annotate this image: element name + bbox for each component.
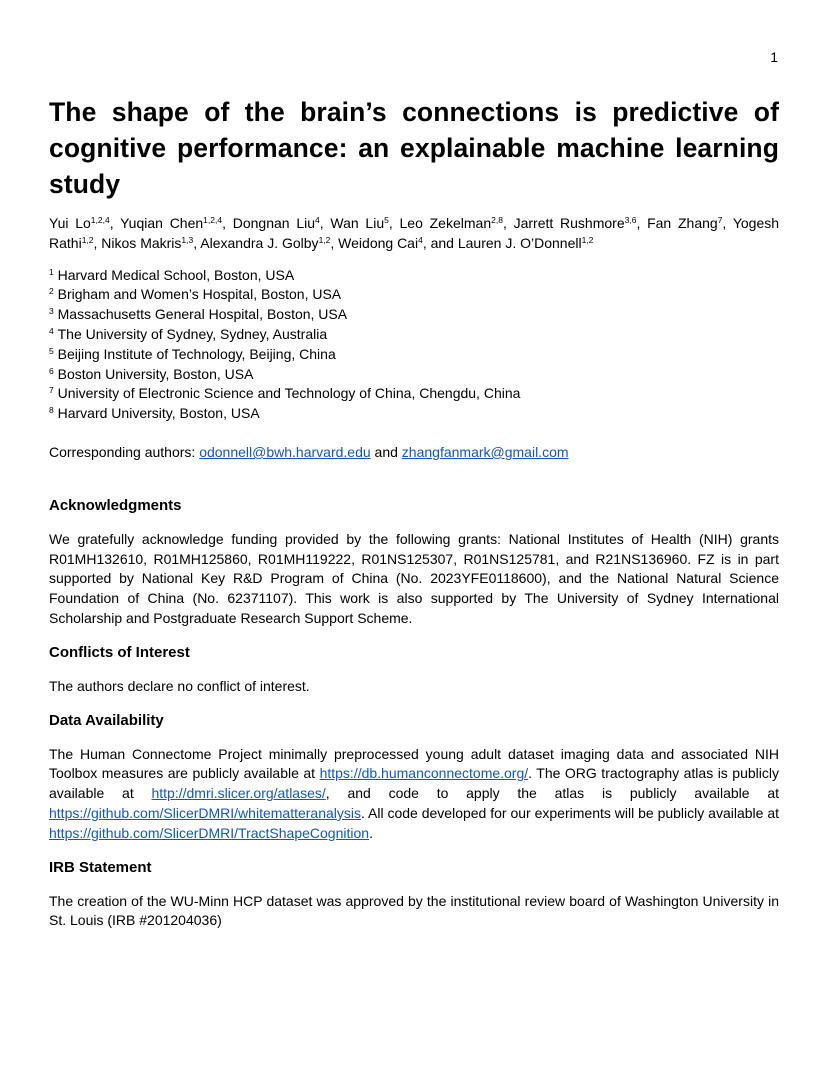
- author-separator: ,: [222, 215, 233, 231]
- affiliation-number: 8: [49, 405, 54, 416]
- affiliation-item: [49, 266, 779, 286]
- author-separator: ,: [388, 215, 400, 231]
- affiliation-item: [49, 384, 779, 404]
- author-affiliation-mark: 4: [315, 215, 320, 225]
- author-name: Jarrett Rushmore: [513, 215, 625, 231]
- author-affiliation-mark: 1,2: [318, 234, 331, 245]
- corresponding-authors: [49, 443, 779, 463]
- author-separator: , and: [422, 234, 458, 251]
- affiliation-text: The University of Sydney, Sydney, Australia: [57, 325, 328, 342]
- conflicts-body: The authors declare no conflict of interest.: [49, 677, 310, 694]
- affiliation-text: Beijing Institute of Technology, Beijing, China: [57, 345, 336, 362]
- author-separator: ,: [330, 234, 339, 251]
- affiliation-item: [49, 365, 779, 385]
- data-availability-body: [49, 745, 779, 844]
- org-atlas-link[interactable]: http://dmri.slicer.org/atlases/: [151, 785, 326, 802]
- affiliation-text: Harvard Medical School, Boston, USA: [57, 266, 295, 283]
- tractshapecognition-link[interactable]: https://github.com/SlicerDMRI/TractShapeCognition: [49, 824, 370, 841]
- author-affiliation-mark: 1,2: [81, 234, 94, 245]
- author-affiliation-mark: 3,6: [624, 215, 637, 225]
- affiliation-text: Harvard University, Boston, USA: [57, 405, 260, 422]
- author-affiliation-mark: 7: [717, 215, 723, 225]
- data-availability-heading: Data Availability: [49, 711, 164, 729]
- author-affiliation-mark: 2,8: [491, 215, 503, 225]
- affiliation-item: [49, 285, 779, 305]
- affiliation-text: Boston University, Boston, USA: [57, 365, 254, 382]
- author-name: Yui Lo: [49, 215, 91, 231]
- author-separator: ,: [193, 234, 201, 251]
- author-separator: ,: [109, 215, 121, 231]
- author-name: Weidong Cai: [338, 234, 419, 251]
- page-number: 1: [770, 49, 778, 65]
- author-affiliation-mark: 4: [418, 234, 423, 245]
- author-affiliation-mark: 1,3: [181, 234, 194, 245]
- data-text-4: . All code developed for our experiments will be publicly available at: [361, 804, 779, 821]
- affiliation-number: 7: [49, 385, 54, 396]
- conflicts-heading: Conflicts of Interest: [49, 643, 190, 661]
- affiliation-number: 1: [49, 266, 54, 277]
- acknowledgments-heading: Acknowledgments: [49, 496, 182, 514]
- paper-content: [49, 94, 779, 931]
- acknowledgments-body: We gratefully acknowledge funding provided by the following grants: National Institutes of Health (NIH) grants R01MH132610, R01MH125860, R01MH119222, R01NS125307, R01NS125781, and R21NS136960. FZ is in part supported by National Key R&D Program of China (No. 2023YFE0118600), and the National Natural Science Foundation of China (No. 62371107). This work is also supported by The University of Sydney International Scholarship and Postgraduate Research Support Scheme.: [49, 530, 779, 626]
- author-separator: ,: [722, 215, 733, 231]
- author-separator: ,: [636, 215, 648, 231]
- author-separator: ,: [319, 215, 331, 231]
- hcp-database-link[interactable]: https://db.humanconnectome.org/: [319, 765, 529, 782]
- irb-heading: IRB Statement: [49, 858, 152, 876]
- author-affiliation-mark: 1,2,4: [203, 215, 223, 225]
- author-affiliation-mark: 5: [384, 215, 389, 225]
- email-link-odonnell[interactable]: odonnell@bwh.harvard.edu: [199, 443, 371, 460]
- affiliation-number: 4: [49, 325, 54, 336]
- irb-body: The creation of the WU-Minn HCP dataset was approved by the institutional review board of Washington University in St. Louis (IRB #201204036): [49, 892, 779, 929]
- author-name: Dongnan Liu: [232, 215, 316, 231]
- affiliation-text: University of Electronic Science and Technology of China, Chengdu, China: [57, 385, 521, 402]
- affiliation-number: 5: [49, 345, 54, 356]
- affiliation-item: [49, 305, 779, 325]
- data-text-3: , and code to apply the atlas is publicly available at: [325, 785, 780, 802]
- author-affiliation-mark: 1,2: [581, 234, 594, 245]
- affiliation-number: 3: [49, 306, 54, 317]
- author-name: Alexandra J. Golby: [200, 234, 319, 251]
- data-text-1: The Human Connectome Project minimally preprocessed young adult dataset imaging data and associated NIH Toolbox measures are publicly available at: [49, 745, 779, 782]
- affiliation-text: Massachusetts General Hospital, Boston, USA: [57, 306, 348, 323]
- affiliation-text: Brigham and Women’s Hospital, Boston, USA: [57, 286, 342, 303]
- author-name: Yogesh Rathi: [49, 215, 780, 251]
- author-name: Leo Zekelman: [399, 215, 492, 231]
- author-separator: ,: [502, 215, 514, 231]
- author-affiliation-mark: 1,2,4: [90, 215, 110, 225]
- author-separator: ,: [93, 234, 102, 251]
- email-link-zhangfan[interactable]: zhangfanmark@gmail.com: [401, 443, 569, 460]
- affiliation-list: [49, 266, 779, 424]
- paper-title: The shape of the brain’s connections is predictive of cognitive performance: an explainable machine learning study: [49, 97, 779, 199]
- data-text-2: . The ORG tractography atlas is publicly available at: [49, 765, 779, 802]
- affiliation-number: 6: [49, 365, 54, 376]
- author-name: Yuqian Chen: [120, 215, 204, 231]
- affiliation-number: 2: [49, 286, 54, 297]
- affiliation-item: [49, 404, 779, 424]
- author-name: Fan Zhang: [647, 215, 718, 231]
- corresponding-and: and: [370, 443, 402, 460]
- corresponding-prefix: Corresponding authors:: [49, 443, 200, 460]
- author-name: Nikos Makris: [101, 234, 182, 251]
- affiliation-item: [49, 325, 779, 345]
- affiliation-item: [49, 345, 779, 365]
- author-list: [49, 214, 779, 254]
- author-name: Lauren J. O’Donnell: [457, 234, 582, 251]
- data-text-5: .: [369, 824, 373, 841]
- whitematteranalysis-link[interactable]: https://github.com/SlicerDMRI/whitematteranalysis: [49, 804, 361, 821]
- author-name: Wan Liu: [330, 215, 385, 231]
